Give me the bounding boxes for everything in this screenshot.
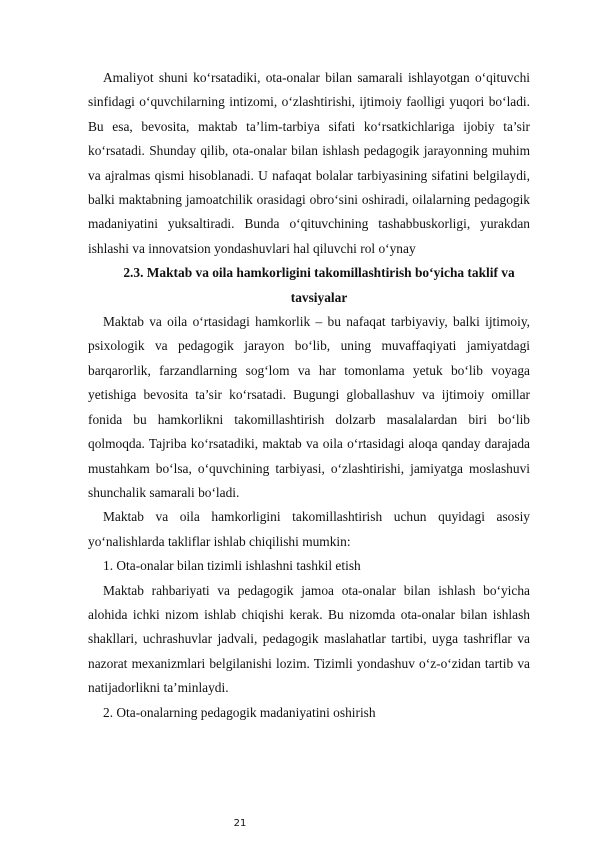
section-paragraph-1: Maktab va oila o‘rtasidagi hamkorlik – bu nafaqat tarbiyaviy, balki ijtimoiy, psixologik va pedagogik jarayon bo‘lib, uning muvaffaqiyati jamiyatdagi barqarorlik, farzandlarning sog‘lom va har tomonlama yetuk bo‘lib voyaga yetishiga bevosita ta’sir ko‘rsatadi. Bugungi globallashuv va ijtimoiy omillar fonida bu hamkorlikni takomillashtirish dolzarb masalalardan biri bo‘lib qolmoqda. Tajriba ko‘rsatadiki, maktab va oila o‘rtasidagi aloqa qanday darajada mustahkam bo‘lsa, o‘quvchining tarbiyasi, o‘zlashtirishi, jamiyatga moslashuvi shunchalik samarali bo‘ladi.: [88, 314, 530, 500]
document-page: [88, 66, 530, 725]
section-paragraph-2: Maktab va oila hamkorligini takomillashtirish uchun quyidagi asosiy yo‘nalishlarda takliflar ishlab chiqilishi mumkin:: [88, 509, 530, 549]
page-number: 21: [233, 818, 247, 829]
list-item-1-title: 1. Ota-onalar bilan tizimli ishlashni tashkil etish: [103, 558, 361, 574]
list-item-1-text: Maktab rahbariyati va pedagogik jamoa ota-onalar bilan ishlash bo‘yicha alohida ichki nizom ishlab chiqishi kerak. Bu nizomda ota-onalar bilan ishlash shakllari, uchrashuvlar jadvali, pedagogik maslahatlar tartibi, uyga tashriflar va nazorat mexanizmlari belgilanishi lozim. Tizimli yondashuv o‘z-o‘zidan tartib va natijadorlikni ta’minlaydi.: [88, 582, 530, 696]
intro-paragraph: Amaliyot shuni ko‘rsatadiki, ota-onalar bilan samarali ishlayotgan o‘qituvchi sinfidagi o‘quvchilarning intizomi, o‘zlashtirishi, ijtimoiy faolligi yuqori bo‘ladi. Bu esa, bevosita, maktab ta’lim-tarbiya sifati ko‘rsatkichlariga ijobiy ta’sir ko‘rsatadi. Shunday qilib, ota-onalar bilan ishlash pedagogik jarayonning muhim va ajralmas qismi hisoblanadi. U nafaqat bolalar tarbiyasining sifatini belgilaydi, balki maktabning jamoatchilik orasidagi obro‘sini oshiradi, oilalarning pedagogik madaniyatini yuksaltiradi. Bunda o‘qituvchining tashabbuskorligi, yurakdan ishlashi va innovatsion yondashuvlari hal qiluvchi rol o‘ynay: [88, 70, 530, 256]
list-item-2-title: 2. Ota-onalarning pedagogik madaniyatini oshirish: [103, 704, 376, 720]
section-heading: 2.3. Maktab va oila hamkorligini takomillashtirish bo‘yicha taklif va tavsiyalar: [123, 265, 515, 305]
